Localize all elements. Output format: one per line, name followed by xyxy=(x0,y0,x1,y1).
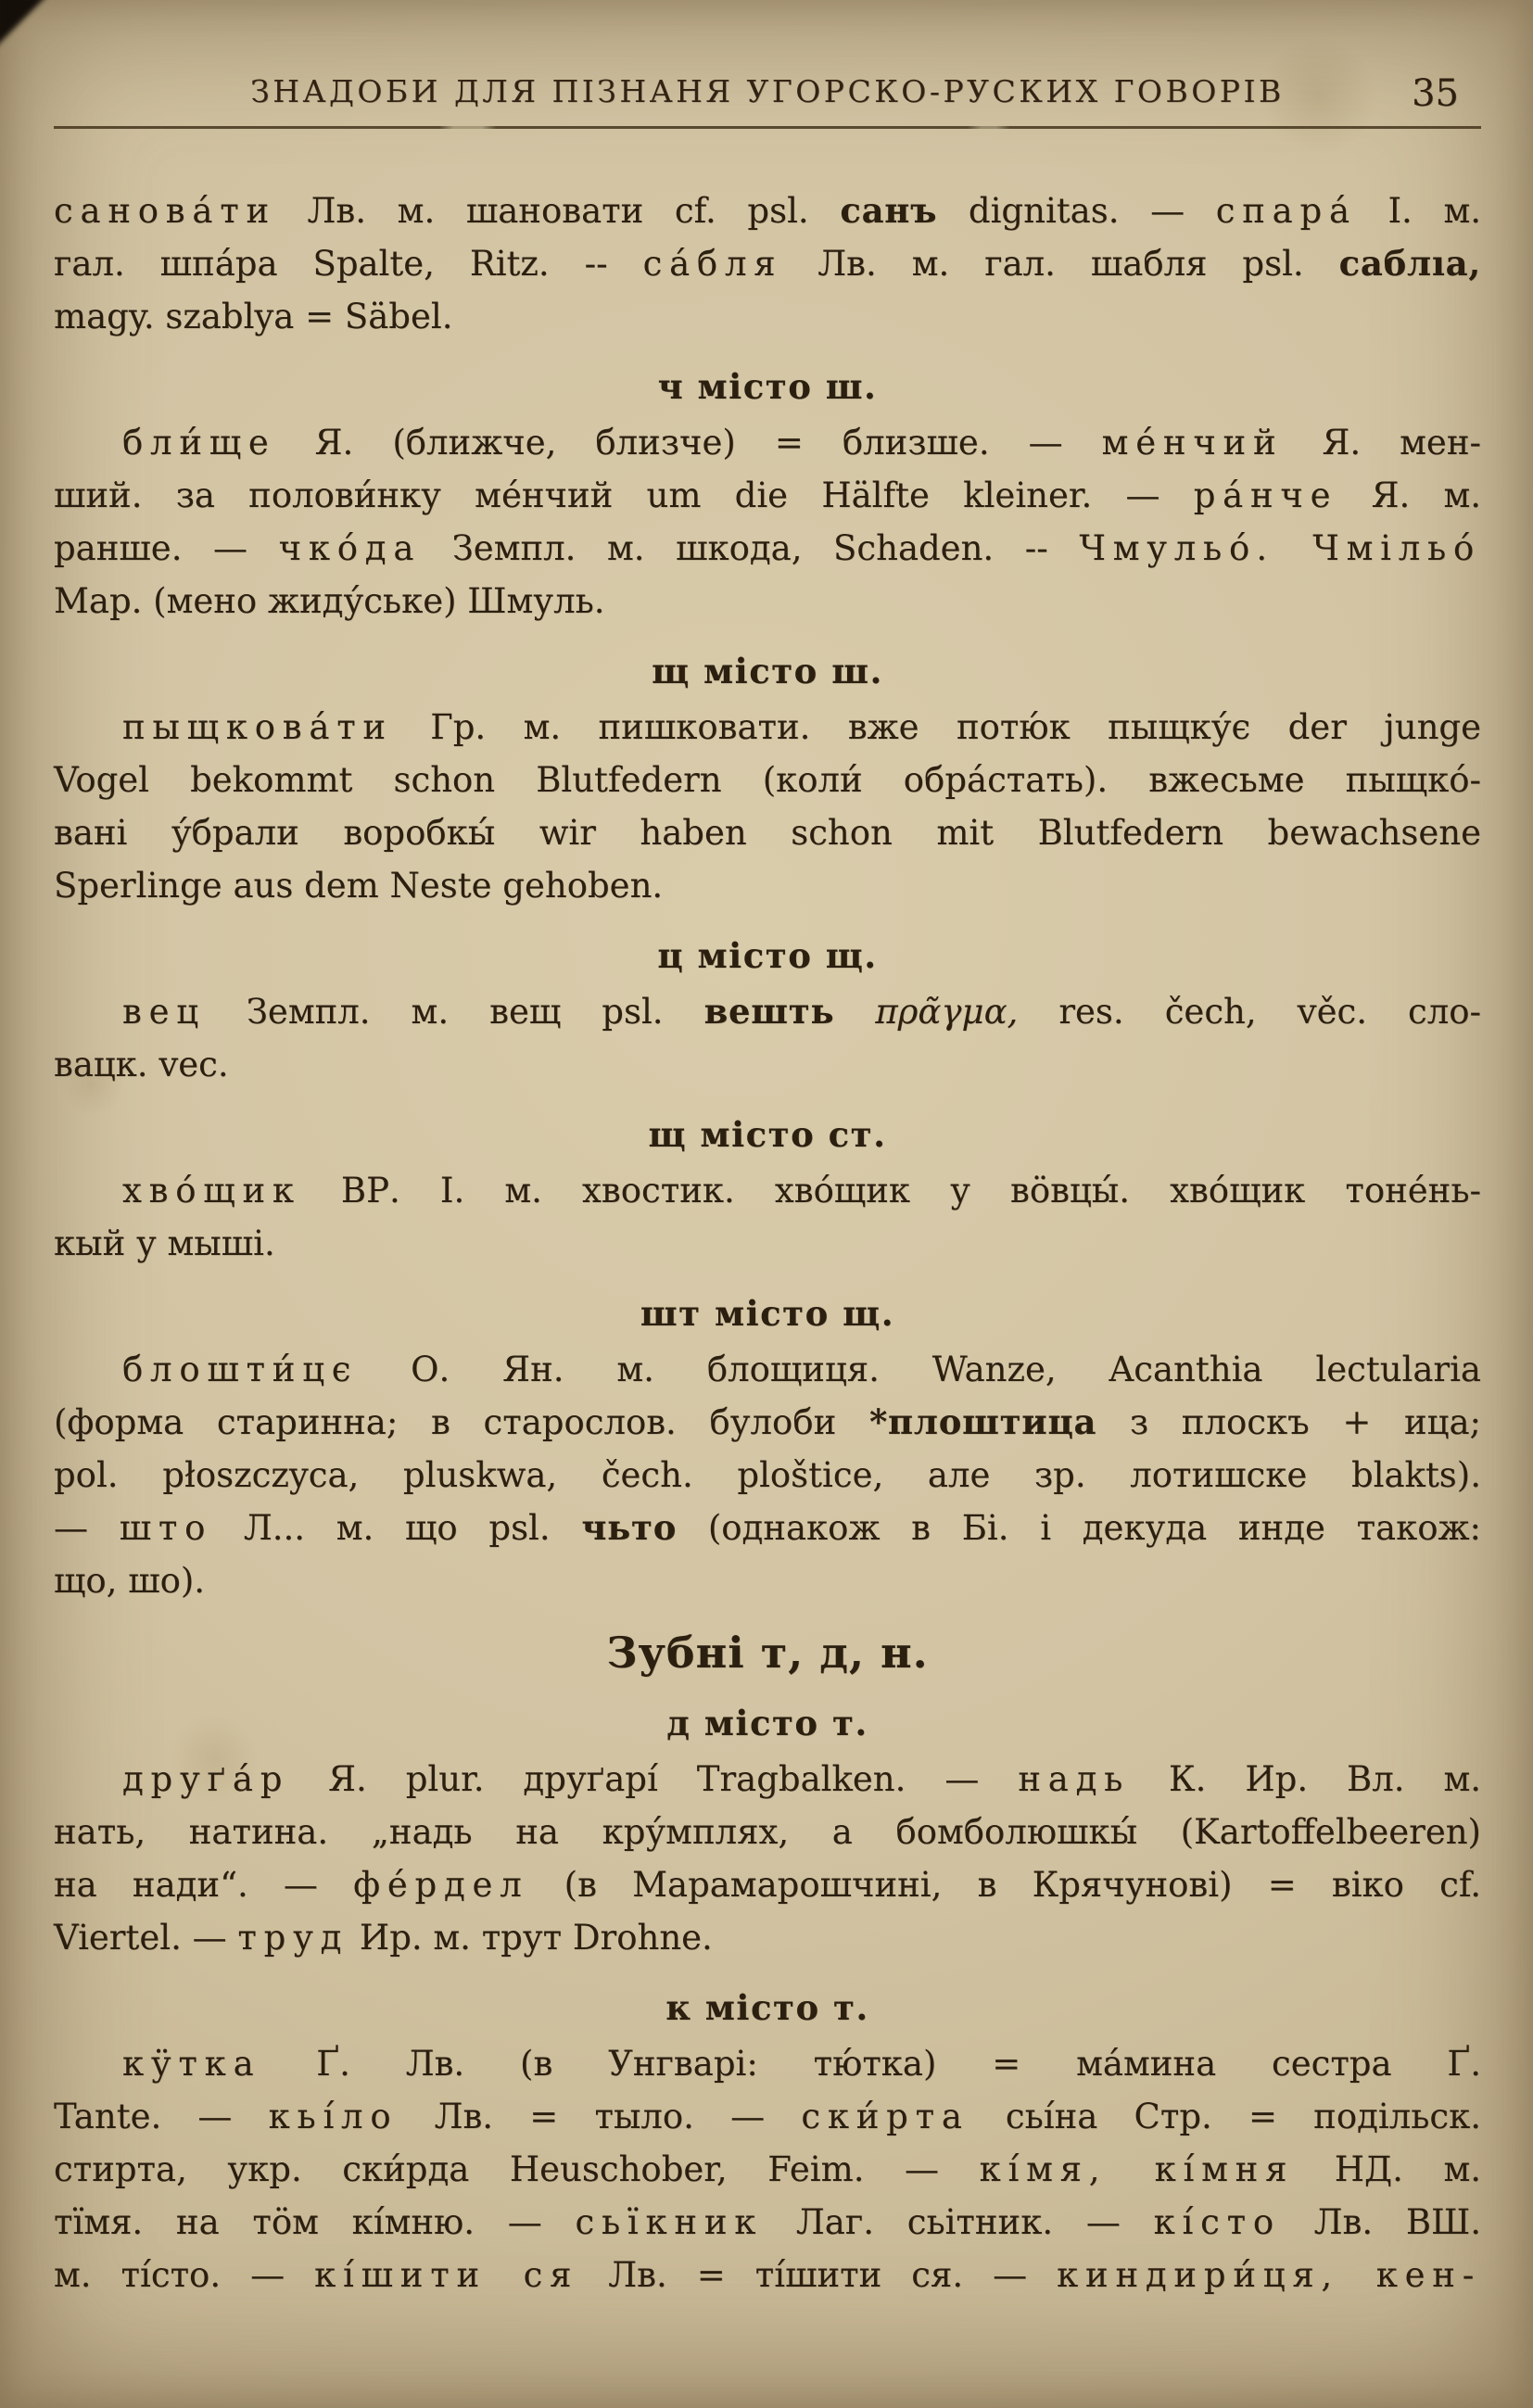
text-segment: Мар. (мено жиду́ське) Шмуль. xyxy=(54,581,605,621)
headword: хвóщик xyxy=(122,1171,301,1210)
paragraph xyxy=(54,2037,1481,2301)
text-line xyxy=(54,806,1481,859)
text-segment: Лв. м. шановати cf. psl. xyxy=(275,191,841,231)
headword: кíсто xyxy=(1153,2202,1281,2242)
text-line xyxy=(54,416,1481,469)
headword: Чмульó. Чмільó xyxy=(1079,528,1481,568)
old-slavonic-term: вешть xyxy=(703,991,835,1032)
paragraph xyxy=(54,416,1481,627)
text-segment: res. čech, věc. сло- xyxy=(1018,992,1481,1032)
text-line xyxy=(54,1217,1481,1270)
headword: сáбля xyxy=(642,244,783,284)
text-segment: стирта, укр. ски́рда Heuschober, Feim. — xyxy=(54,2149,980,2189)
chapter-heading: Зубні т, д, н. xyxy=(606,1628,929,1678)
paragraph xyxy=(54,184,1481,343)
text-segment: м. тíсто. — xyxy=(54,2255,315,2295)
text-segment: ранше. — xyxy=(54,528,279,568)
text-segment: на нади“. — xyxy=(54,1865,354,1905)
text-segment: ВР. І. м. хвостик. хвóщик у вӧвцы́. хвóщик тонéнь- xyxy=(300,1171,1481,1210)
text-line xyxy=(54,2090,1481,2143)
headword: сьїкник xyxy=(575,2202,764,2242)
section-heading: щ місто ш. xyxy=(652,651,883,691)
text-segment: Viertel. — xyxy=(54,1918,238,1958)
headword: друґáр xyxy=(122,1759,290,1799)
header-rule xyxy=(54,126,1481,129)
text-segment: з плоскъ + ица; xyxy=(1096,1402,1481,1442)
text-line xyxy=(54,985,1481,1038)
text-segment: (форма старинна; в старослов. булоби xyxy=(54,1402,869,1442)
text-line xyxy=(54,2249,1481,2301)
text-segment: Л... м. що psl. xyxy=(212,1508,582,1548)
text-segment: pol. płoszczyca, pluskwa, čech. ploštice, але зр. лотишске blakts). xyxy=(54,1455,1481,1495)
greek-term: πρᾶγμα, xyxy=(875,992,1019,1032)
headword: мéнчий xyxy=(1101,423,1284,463)
text-segment: що, шо). xyxy=(54,1561,206,1601)
text-line xyxy=(54,1164,1481,1217)
headword: што xyxy=(119,1508,213,1548)
paragraph xyxy=(54,985,1481,1091)
headword: чкóда xyxy=(278,528,422,568)
text-line xyxy=(54,1396,1481,1449)
text-line xyxy=(54,859,1481,912)
text-segment: Я. м. xyxy=(1337,475,1481,515)
text-segment: К. Ир. Вл. м. xyxy=(1130,1759,1482,1799)
text-segment: Sperlinge aus dem Neste gehoben. xyxy=(54,866,664,906)
text-segment: Ир. м. трут Drohne. xyxy=(348,1918,713,1958)
text-line xyxy=(54,575,1481,627)
page-number: 35 xyxy=(1412,72,1459,115)
headword: спарá xyxy=(1215,191,1357,231)
old-slavonic-term: саблıа, xyxy=(1338,243,1481,284)
text-segment: НД. м. xyxy=(1294,2149,1481,2189)
headword: ски́рта xyxy=(801,2097,969,2136)
section-heading: ч місто ш. xyxy=(657,366,878,407)
text-segment: кый у мыші. xyxy=(54,1223,275,1263)
text-segment: dignitas. — xyxy=(937,191,1216,231)
text-segment: Я. мен- xyxy=(1283,423,1481,463)
text-line xyxy=(54,2143,1481,2196)
text-line xyxy=(54,237,1481,290)
headword: бли́ще xyxy=(122,423,276,463)
text-line xyxy=(54,1038,1481,1091)
headword: пыщковáти xyxy=(122,707,393,747)
text-line xyxy=(54,522,1481,575)
headword: труд xyxy=(237,1918,349,1958)
headword: киндири́ця, кен- xyxy=(1057,2255,1481,2295)
running-header xyxy=(54,0,1481,115)
paragraph xyxy=(54,1753,1481,1964)
headword: фéрдел xyxy=(353,1865,529,1905)
text-segment: вані у́брали воробкы́ wir haben schon mit Blutfedern bewachsene xyxy=(54,813,1481,853)
headword: сановáти xyxy=(54,191,276,231)
paragraph xyxy=(54,1343,1481,1607)
text-segment: Лв. = тыло. — xyxy=(398,2097,802,2136)
text-line xyxy=(54,1911,1481,1964)
text-segment: О. Ян. м. блощиця. Wanze, Acanthia lectularia xyxy=(358,1350,1481,1389)
headword: кíмя, кíмня xyxy=(979,2149,1295,2189)
text-segment: Лв. ВШ. xyxy=(1280,2202,1481,2242)
headword: кьíло xyxy=(268,2097,399,2136)
text-line xyxy=(54,1343,1481,1396)
paragraph xyxy=(54,1164,1481,1270)
text-segment: ший. за полови́нку мéнчий um die Hälfte kleiner. — xyxy=(54,475,1194,515)
text-line xyxy=(54,1858,1481,1911)
section-heading: д місто т. xyxy=(666,1703,868,1743)
text-line xyxy=(54,1449,1481,1502)
headword: надь xyxy=(1018,1759,1131,1799)
text-line xyxy=(54,469,1481,522)
text-line xyxy=(54,2037,1481,2090)
text-line xyxy=(54,2196,1481,2249)
paragraph xyxy=(54,701,1481,912)
section-heading: щ місто ст. xyxy=(648,1114,887,1155)
text-line xyxy=(54,701,1481,754)
text-segment: (однакож в Бі. і декуда инде також: xyxy=(677,1508,1482,1548)
text-line xyxy=(54,290,1481,343)
text-line xyxy=(54,1753,1481,1806)
headword: блошти́цє xyxy=(122,1350,359,1389)
text-segment: гал. шпáра Spalte, Ritz. -- xyxy=(54,244,643,284)
text-line xyxy=(54,1554,1481,1607)
headword: вец xyxy=(122,992,206,1032)
text-segment: нать, натина. „надь на кру́мплях, а бомболюшкы́ (Kartoffelbeeren) xyxy=(54,1812,1481,1852)
text-segment: Лаг. сьітник. — xyxy=(763,2202,1154,2242)
text-segment: Земпл. м. вещ psl. xyxy=(205,992,704,1032)
text-segment: Vogel bekommt schon Blutfedern (коли́ обрáстать). вжесьме пыщкó- xyxy=(54,760,1481,800)
text-segment: Я. plur. друґарí Tragbalken. — xyxy=(289,1759,1019,1799)
text-line xyxy=(54,754,1481,806)
text-segment: — xyxy=(54,1508,120,1548)
text-line xyxy=(54,1806,1481,1858)
scan-corner-artifact xyxy=(0,0,48,48)
header-title: ЗНАДОБИ ДЛЯ ПІЗНАНЯ УГОРСКО-РУСКИХ ГОВОРІВ xyxy=(250,73,1285,109)
old-slavonic-term: чьто xyxy=(581,1507,678,1548)
text-segment: (в Марамарошчині, в Крячунові) = віко cf. xyxy=(528,1865,1482,1905)
text-segment: Гр. м. пишковати. вже потю́к пыщку́є der junge xyxy=(392,707,1481,747)
headword: рáнче xyxy=(1193,475,1338,515)
text-segment: Лв. м. гал. шабля psl. xyxy=(782,244,1339,284)
page-content xyxy=(54,184,1481,2301)
section-heading: шт місто щ. xyxy=(640,1293,895,1334)
text-segment: сьíна Стр. = подільск. xyxy=(969,2097,1481,2136)
section-heading: ц місто щ. xyxy=(657,935,878,976)
text-segment: І. м. xyxy=(1356,191,1482,231)
text-segment: Лв. = тíшити ся. — xyxy=(578,2255,1058,2295)
text-segment: Ґ. Лв. (в Унгварі: тю́тка) = мáмина сестра Ґ. xyxy=(260,2044,1481,2084)
text-segment: Я. (ближче, близче) = близше. — xyxy=(275,423,1102,463)
text-line xyxy=(54,184,1481,237)
old-slavonic-term: санъ xyxy=(840,190,938,231)
section-heading: к місто т. xyxy=(665,1987,869,2028)
text-line xyxy=(54,1502,1481,1554)
text-segment: вацк. vec. xyxy=(54,1045,229,1084)
old-slavonic-term: *плоштица xyxy=(868,1401,1097,1442)
text-segment: Tante. — xyxy=(54,2097,269,2136)
text-segment: тїмя. на тӧм кíмню. — xyxy=(54,2202,576,2242)
headword: кӱтка xyxy=(122,2044,261,2084)
text-segment: Земпл. м. шкода, Schaden. -- xyxy=(421,528,1080,568)
headword: кíшити ся xyxy=(314,2255,579,2295)
text-segment: magy. szablya = Säbel. xyxy=(54,297,453,336)
text-segment xyxy=(834,992,875,1032)
